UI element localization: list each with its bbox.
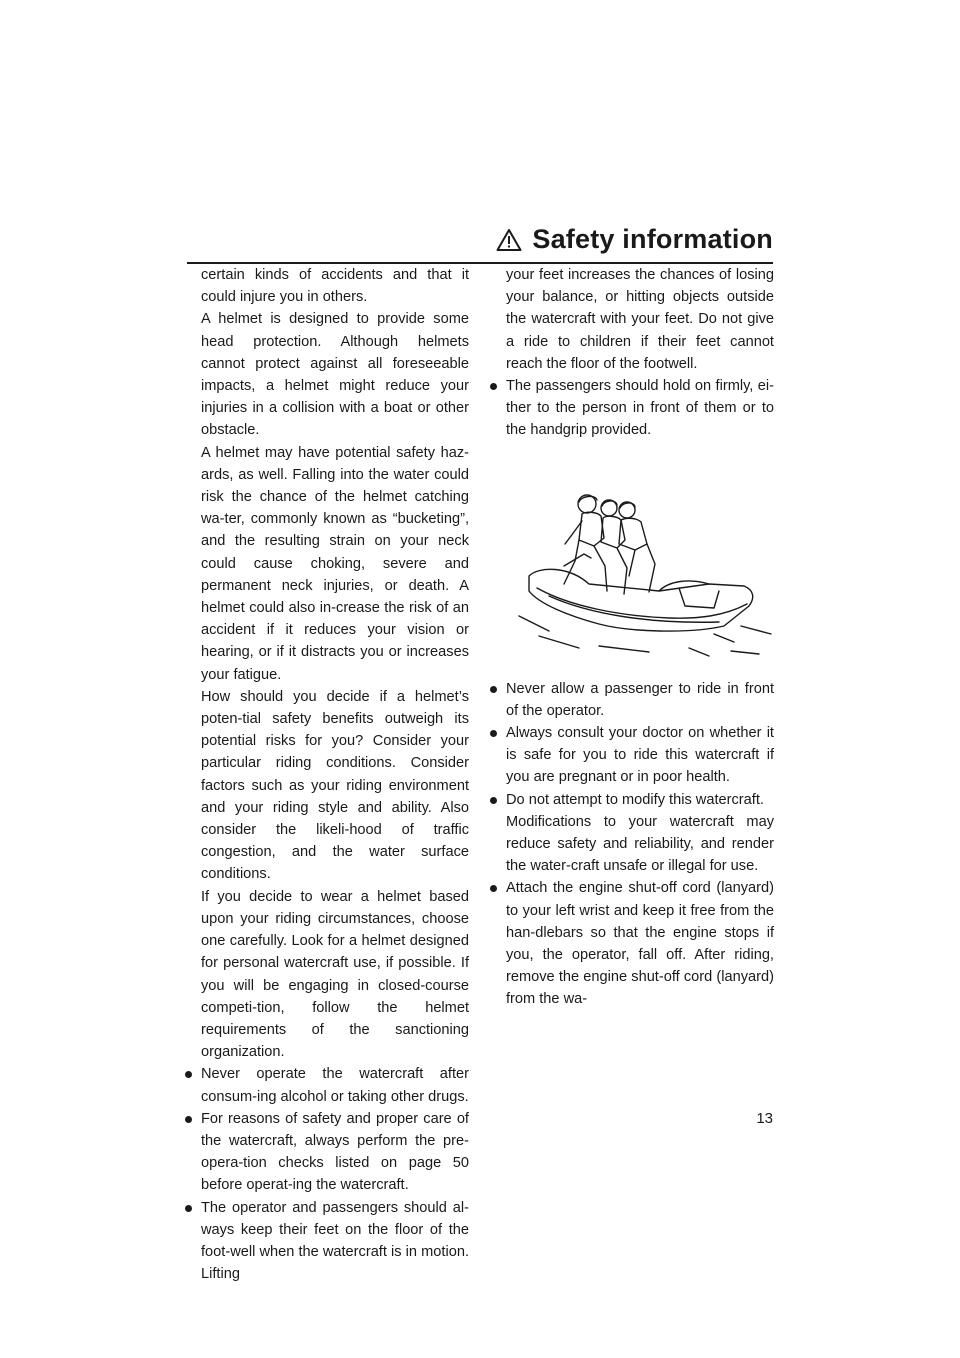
- bullet-icon: [490, 730, 497, 737]
- paragraph: certain kinds of accidents and that it could injure you in others.: [201, 267, 469, 306]
- paragraph: Modifications to your watercraft may reduce safety and reliability, and render the water-craft unsafe or illegal for use.: [506, 813, 774, 875]
- bullet-icon: [185, 1116, 192, 1123]
- bullet-text: Never allow a passenger to ride in front of the operator.: [506, 680, 774, 719]
- bullet-icon: [490, 885, 497, 892]
- page-number: 13: [756, 1110, 773, 1127]
- page-header: [187, 222, 773, 262]
- bullet-text: Always consult your doctor on whether it is safe for you to ride this watercraft if you are pregnant or in poor health.: [506, 725, 774, 786]
- paragraph: How should you decide if a helmet’s poten-tial safety benefits outweigh its potential risks for you? Consider your particular riding conditions. Consider factors such as your riding environment and your riding style and ability. Also consider the likeli-hood of traffic congestion, and the water surface conditions.: [201, 688, 469, 883]
- bullet-text: The operator and passengers should al-ways keep their feet on the floor of the foot-well when the watercraft is in motion. Lifting: [201, 1199, 469, 1283]
- bullet-item: [489, 789, 774, 811]
- bullet-item: [184, 1197, 469, 1286]
- paragraph: A helmet may have potential safety haz-ards, as well. Falling into the water could risk the chance of the helmet catching wa-ter, commonly known as “bucketing”, and the resulting strain on your neck could cause choking, severe and permanent neck injuries, or death. A helmet could also in-crease the risk of an accident if it reduces your vision or hearing, or if it distracts you or increases your fatigue.: [201, 444, 469, 683]
- paragraph: your feet increases the chances of losing your balance, or hitting objects outside the watercraft with your feet. Do not give a ride to children if their feet cannot reach the floor of the footwell.: [506, 267, 774, 372]
- bullet-item: [489, 678, 774, 722]
- bullet-item: [184, 1063, 469, 1107]
- bullet-item: [489, 722, 774, 789]
- paragraph: A helmet is designed to provide some head protection. Although helmets cannot protect against all foreseeable impacts, a helmet might reduce your injuries in a collision with a boat or other obstacle.: [201, 311, 469, 439]
- bullet-text: Attach the engine shut-off cord (lanyard) to your left wrist and keep it free from the han-dlebars so that the engine stops if you, the operator, fall off. After riding, remove the engine shut-off cord (lanyard) from the wa-: [506, 880, 774, 1008]
- section-title: [496, 224, 773, 255]
- bullet-text: For reasons of safety and proper care of the watercraft, always perform the pre-opera-tion checks listed on page 50 before operat-ing the watercraft.: [201, 1110, 469, 1194]
- bullet-text: Never operate the watercraft after consum-ing alcohol or taking other drugs.: [201, 1066, 469, 1105]
- right-column: [489, 264, 774, 1011]
- bullet-text: Do not attempt to modify this watercraft.: [506, 791, 764, 808]
- bullet-item: [489, 375, 774, 442]
- watercraft-passengers-illustration: [509, 466, 779, 666]
- bullet-icon: [490, 383, 497, 390]
- bullet-icon: [185, 1071, 192, 1078]
- paragraph: If you decide to wear a helmet based upon your riding circumstances, choose one carefully. Look for a helmet designed for personal watercraft use, if possible. If you will be engaging in closed-course competi-tion, follow the helmet requirements of the sanctioning organization.: [201, 888, 469, 1061]
- bullet-icon: [490, 686, 497, 693]
- left-column: [184, 264, 469, 1285]
- bullet-icon: [490, 797, 497, 804]
- section-title-text: Safety information: [532, 224, 773, 254]
- bullet-item: [489, 877, 774, 1010]
- bullet-text: The passengers should hold on firmly, ei-ther to the person in front of them or to the handgrip provided.: [506, 378, 774, 439]
- bullet-item: [184, 1108, 469, 1197]
- warning-triangle-icon: [496, 228, 522, 252]
- bullet-icon: [185, 1205, 192, 1212]
